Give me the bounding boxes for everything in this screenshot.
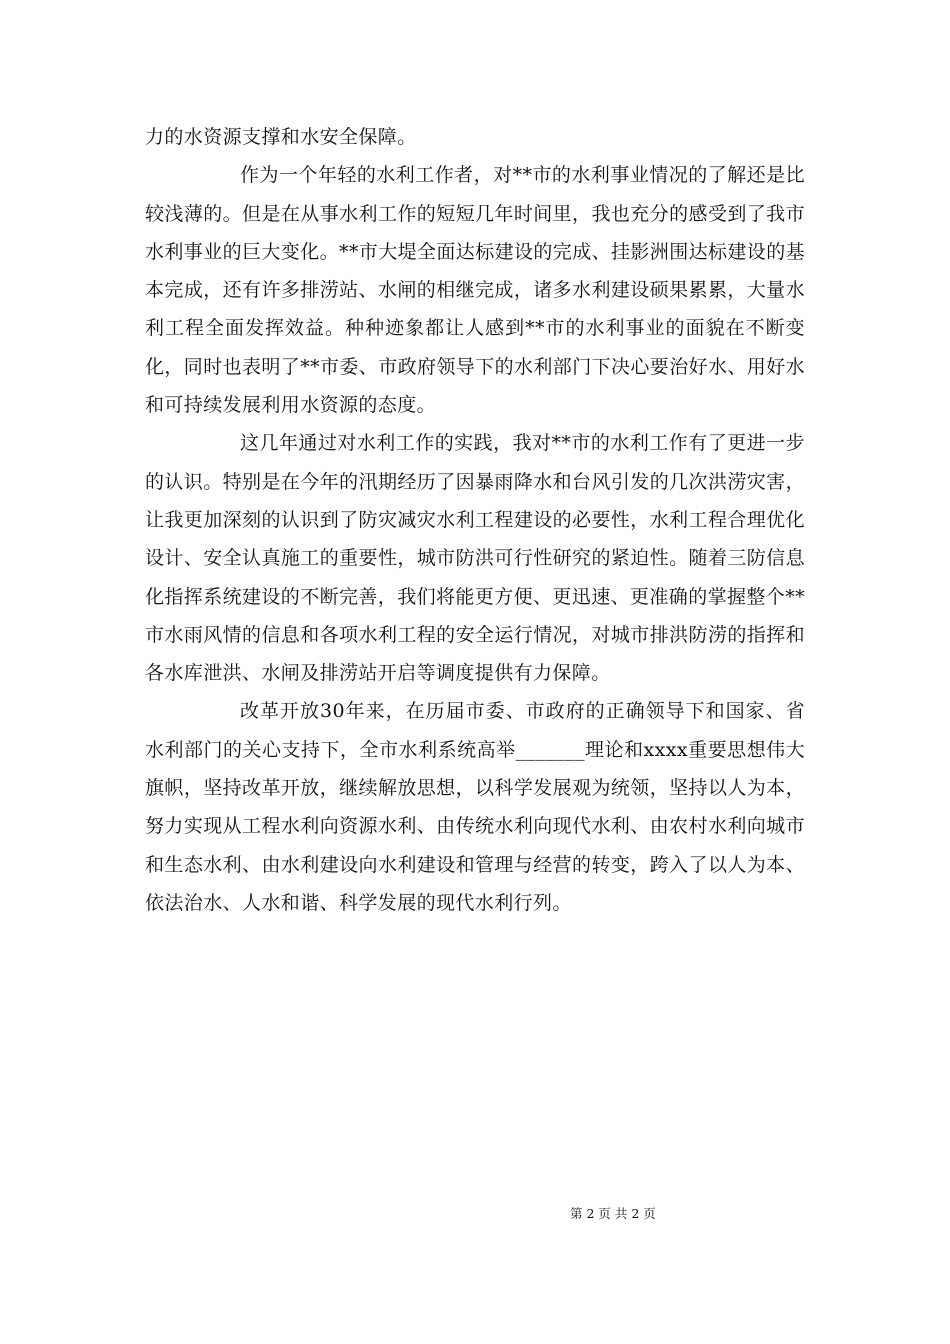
document-body (145, 118, 805, 922)
paragraph-1: 力的水资源支撑和水安全保障。 (145, 126, 417, 148)
paragraph-2: 作为一个年轻的水利工作者，对**市的水利事业情况的了解还是比较浅薄的。但是在从事水利工作的短短几年时间里，我也充分的感受到了我市水利事业的巨大变化。**市大堤全面达标建设的完成、挂影洲围达标建设的基本完成，还有许多排涝站、水闸的相继完成，诸多水利建设硕果累累，大量水利工程全面发挥效益。种种迹象都让人感到**市的水利事业的面貌在不断变化，同时也表明了**市委、市政府领导下的水利部门下决心要治好水、用好水和可持续发展利用水资源的态度。 (145, 164, 806, 417)
paragraph-3: 这几年通过对水利工作的实践，我对**市的水利工作有了更进一步的认识。特别是在今年的汛期经历了因暴雨降水和台风引发的几次洪涝灾害，让我更加深刻的认识到了防灾减灾水利工程建设的必要性，水利工程合理优化设计、安全认真施工的重要性，城市防洪可行性研究的紧迫性。随着三防信息化指挥系统建设的不断完善，我们将能更方便、更迅速、更准确的掌握整个**市水雨风情的信息和各项水利工程的安全运行情况，对城市排洪防涝的指挥和各水库泄洪、水闸及排涝站开启等调度提供有力保障。 (145, 432, 806, 685)
page-footer: 第 2 页 共 2 页 (570, 1206, 656, 1221)
paragraph-4: 改革开放30年来，在历届市委、市政府的正确领导下和国家、省水利部门的关心支持下，全市水利系统高举_______理论和xxxx重要思想伟大旗帜，坚持改革开放，继续解放思想，以科学发展观为统领，坚持以人为本，努力实现从工程水利向资源水利、由传统水利向现代水利、由农村水利向城市和生态水利、由水利建设向水利建设和管理与经营的转变，跨入了以人为本、依法治水、人水和谐、科学发展的现代水利行列。 (145, 700, 805, 914)
